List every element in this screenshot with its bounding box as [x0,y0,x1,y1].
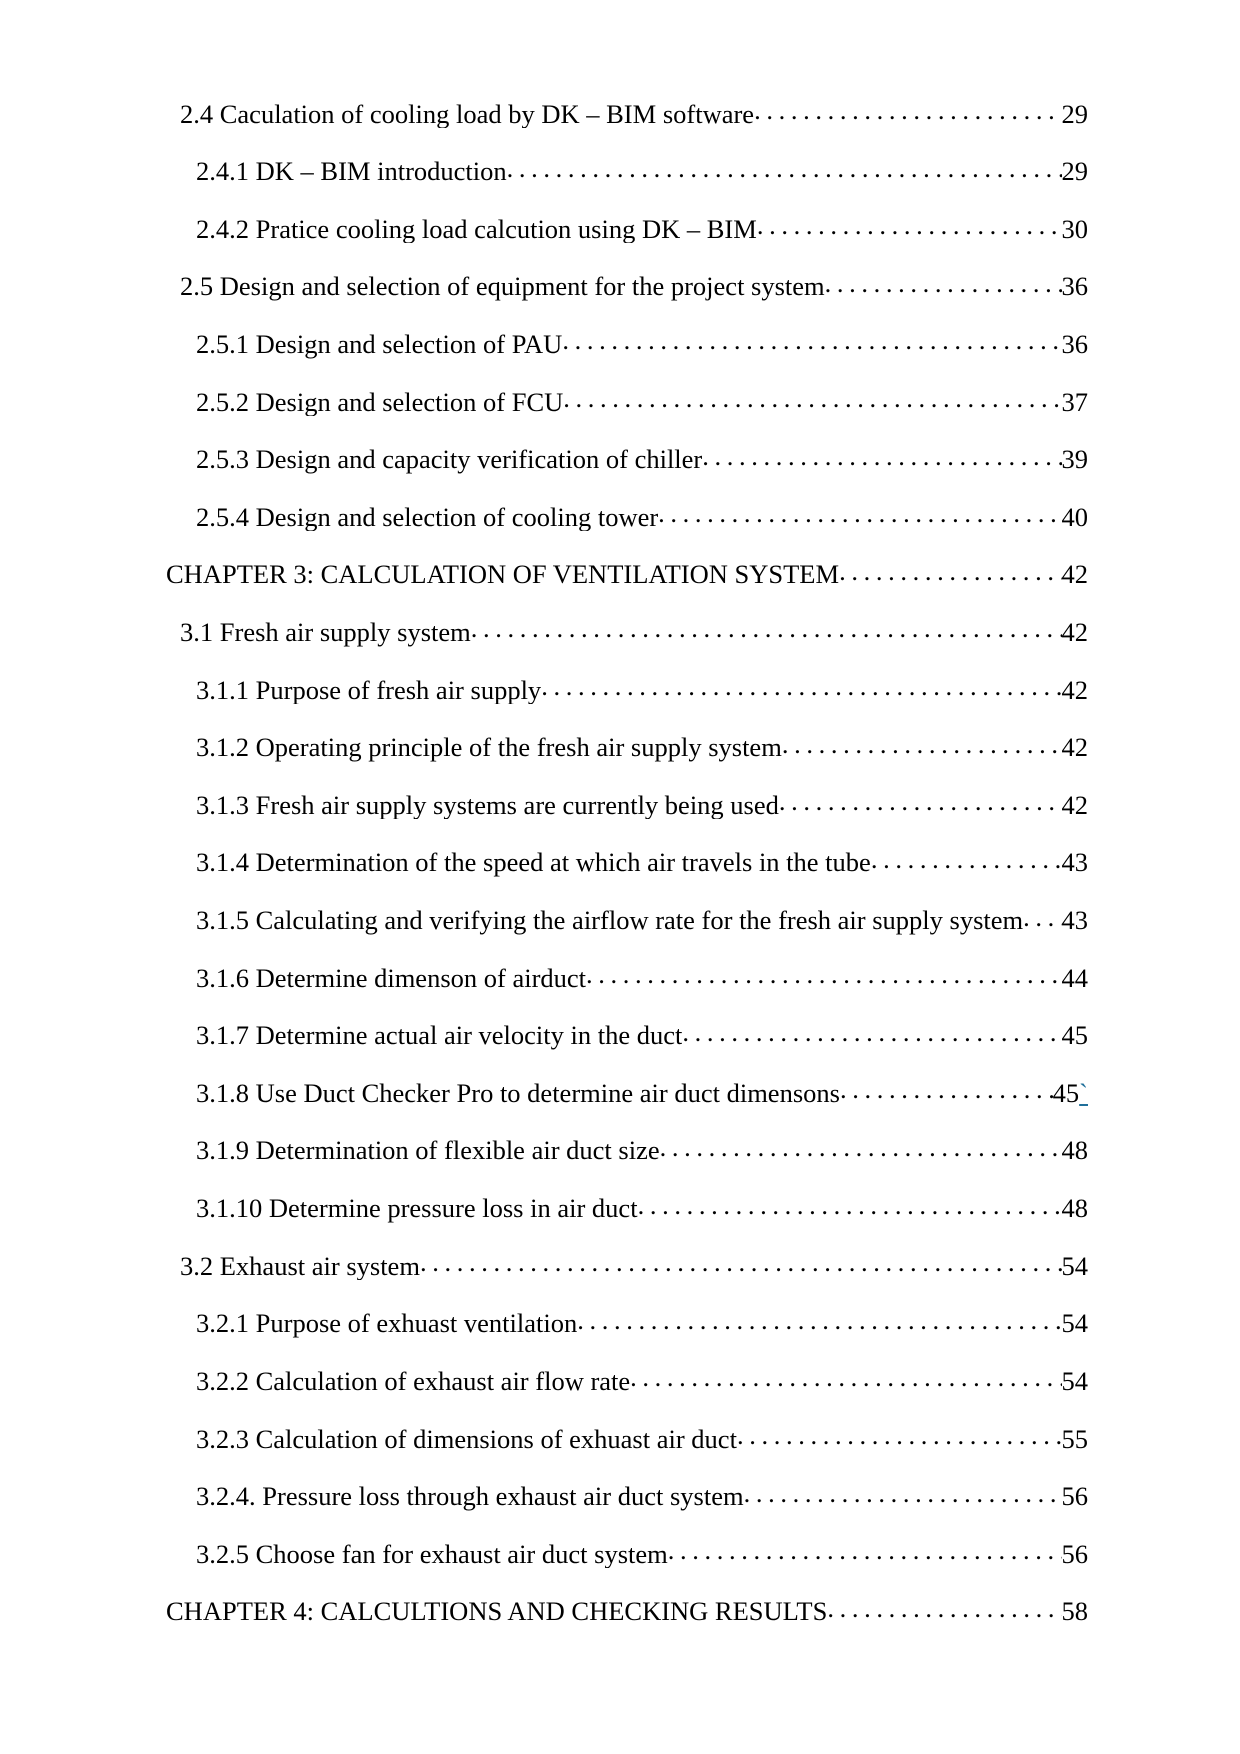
toc-entry-page-number: 54 [1061,1365,1088,1396]
toc-leader-dots [638,1191,1062,1218]
toc-entry-title: 3.1.4 Determination of the speed at which air travels in the tube [196,848,871,878]
toc-entry-page-number: 42 [1061,616,1088,647]
toc-entry-title: 2.4.1 DK – BIM introduction [196,157,507,186]
toc-entry-title: 3.2.4. Pressure loss through exhaust air duct system [196,1482,744,1511]
toc-leader-dots [840,1075,1053,1102]
toc-entry[interactable] [158,1363,1088,1395]
toc-entry-title: CHAPTER 4: CALCULTIONS AND CHECKING RESULTS [166,1597,828,1626]
toc-entry-page-number: 56 [1061,1481,1088,1512]
toc-entry-title: 3.1.8 Use Duct Checker Pro to determine air duct dimensons [196,1078,840,1108]
toc-entry[interactable] [158,845,1088,877]
toc-entry[interactable] [158,442,1088,474]
toc-entry[interactable] [158,787,1088,819]
toc-leader-dots [420,1248,1062,1275]
toc-entry-page-number: 55 [1061,1423,1088,1454]
toc-entry[interactable] [158,903,1088,935]
toc-entry-page-number: 44 [1061,962,1088,993]
toc-entry-page-number: 56 [1061,1538,1088,1569]
toc-entry-title: 3.2.2 Calculation of exhaust air flow rate [196,1366,631,1396]
toc-entry[interactable] [158,96,1088,128]
toc-entry-page-number: 48 [1061,1193,1088,1224]
toc-entry-title: 3.2 Exhaust air system [180,1251,420,1281]
toc-entry[interactable] [158,960,1088,992]
toc-entry-title: 3.1.10 Determine pressure loss in air duct [196,1194,638,1223]
toc-entry[interactable] [158,384,1088,416]
toc-leader-dots [563,384,1061,411]
toc-entry-stray-link-mark[interactable]: ` [1079,1077,1088,1108]
toc-entry-page-number: 29 [1061,98,1088,129]
toc-leader-dots [1023,903,1061,930]
toc-entry-title: 3.1.3 Fresh air supply systems are currently being used [196,790,779,820]
toc-leader-dots [871,845,1062,872]
toc-entry-title: 3.1.1 Purpose of fresh air supply [196,675,542,705]
toc-entry-page-number: 36 [1061,328,1088,359]
toc-leader-dots [754,96,1061,123]
toc-leader-dots [471,614,1062,641]
toc-entry[interactable] [158,326,1088,358]
toc-entry-page-number: 48 [1061,1135,1088,1166]
toc-entry[interactable] [158,1248,1088,1280]
toc-entry-page-number: 40 [1061,501,1088,532]
toc-entry-page-number: 42 [1061,674,1088,705]
toc-leader-dots [744,1479,1062,1506]
toc-entry[interactable] [158,557,1088,589]
toc-entry[interactable] [158,672,1088,704]
toc-entry-title: 3.1 Fresh air supply system [180,617,471,647]
toc-entry[interactable] [158,614,1088,646]
toc-entry[interactable] [158,211,1088,243]
toc-entry-page-number: 43 [1061,847,1088,878]
toc-entry[interactable] [158,1018,1088,1050]
toc-entry-page-number: 54 [1061,1308,1088,1339]
toc-entry-title: 3.2.1 Purpose of exhuast ventilation [196,1309,578,1338]
toc-entry-page-number: 54 [1061,1250,1088,1281]
toc-entry-title: 2.5.1 Design and selection of PAU [196,329,563,359]
toc-leader-dots [737,1421,1062,1448]
toc-entry-title: 2.5.2 Design and selection of FCU [196,387,564,417]
toc-entry-page-number: 43 [1061,905,1088,936]
toc-leader-dots [660,1133,1062,1160]
toc-entry[interactable] [158,499,1088,531]
toc-leader-dots [630,1363,1061,1390]
toc-leader-dots [562,326,1061,353]
toc-entry-title: 2.5.4 Design and selection of cooling tower [196,502,659,532]
toc-entry-page-number: 42 [1061,789,1088,820]
toc-entry-title: 3.1.6 Determine dimenson of airduct [196,963,587,993]
toc-entry[interactable] [158,1536,1088,1568]
toc-entry-title: 2.5 Design and selection of equipment for the project system [180,272,825,301]
toc-entry-title: 3.1.2 Operating principle of the fresh air supply system [196,733,782,762]
toc-entry-title: 3.1.5 Calculating and verifying the airflow rate for the fresh air supply system [196,906,1024,935]
table-of-contents-list [0,96,1240,1651]
toc-entry-page-number: 36 [1061,271,1088,302]
toc-entry-page-number: 29 [1061,156,1088,187]
toc-leader-dots [577,1306,1061,1333]
toc-entry-page-number: 30 [1061,213,1088,244]
toc-entry-title: CHAPTER 3: CALCULATION OF VENTILATION SYSTEM [166,560,840,589]
toc-leader-dots [668,1536,1062,1563]
toc-entry[interactable] [158,1306,1088,1338]
toc-leader-dots [827,1594,1061,1621]
toc-entry-title: 3.1.7 Determine actual air velocity in the duct [196,1021,683,1050]
toc-entry[interactable] [158,1075,1088,1107]
toc-entry-page-number: 37 [1061,386,1088,417]
toc-leader-dots [839,557,1061,584]
toc-entry-page-number: 42 [1061,559,1088,590]
toc-entry-title: 2.4.2 Pratice cooling load calcution using DK – BIM [196,214,757,244]
toc-entry-page-number: 39 [1061,444,1088,475]
toc-entry-page-number: 58 [1061,1596,1088,1627]
toc-leader-dots [586,960,1061,987]
toc-entry[interactable] [158,154,1088,186]
toc-entry-title: 2.5.3 Design and capacity verification of chiller [196,445,703,474]
toc-entry-page-number: 42 [1061,732,1088,763]
toc-leader-dots [825,269,1062,296]
toc-leader-dots [782,730,1062,757]
toc-entry-title: 3.2.5 Choose fan for exhaust air duct system [196,1539,668,1569]
toc-leader-dots [541,672,1061,699]
toc-leader-dots [682,1018,1061,1045]
toc-entry-title: 2.4 Caculation of cooling load by DK – BIM software [180,99,755,129]
toc-entry[interactable] [158,1594,1088,1626]
toc-entry-page-number: 45 [1061,1020,1088,1051]
toc-entry[interactable] [158,1191,1088,1223]
toc-entry-title: 3.2.3 Calculation of dimensions of exhuast air duct [196,1424,737,1454]
toc-leader-dots [757,211,1062,238]
toc-entry[interactable] [158,1421,1088,1453]
toc-entry[interactable] [158,1133,1088,1165]
toc-entry[interactable] [158,1479,1088,1511]
toc-entry[interactable] [158,730,1088,762]
toc-entry[interactable] [158,269,1088,301]
toc-leader-dots [779,787,1062,814]
toc-leader-dots [658,499,1061,526]
toc-leader-dots [507,154,1062,181]
toc-entry-title: 3.1.9 Determination of flexible air duct size [196,1136,660,1166]
toc-leader-dots [702,442,1061,469]
toc-entry-page-number: 45 [1052,1077,1080,1108]
